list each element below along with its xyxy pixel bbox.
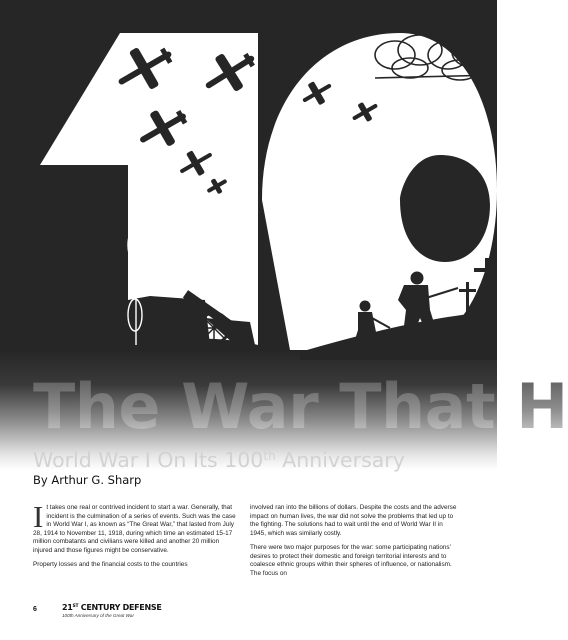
paragraph: There were two major purposes for the war: some participating nations’ desires to protect their domestic and foreign territorial interests and to coalesce ethnic groups within their spheres of influence, or nationalism. The focus on bbox=[250, 544, 452, 577]
text-column-right bbox=[250, 504, 460, 584]
paragraph: involved ran into the billions of dollars. Despite the costs and the adverse impact on human lives, the war did not solve the problems that led up to the fighting. The solutions had to wait until the end of World War II in 1945, which was similarly costly. bbox=[250, 504, 457, 537]
subtitle-superscript: th bbox=[263, 449, 276, 463]
article-title: The War That H bbox=[33, 370, 568, 443]
article-subtitle bbox=[33, 444, 405, 472]
subtitle-main: World War I On Its 100 bbox=[33, 448, 264, 472]
paragraph: It takes one real or contrived incident to start a war. Generally, that incident is the culmination of a series of events. Such was the case in World War I, as known as “The Great War,” that lasted from July 28, 1914 to November 11, 1918, during which time an estimated 15-17 million combatants and civilians were killed and another 20 million injured and those figures might be conservative. bbox=[33, 499, 236, 554]
page-number: 6 bbox=[33, 606, 37, 613]
magazine-logo: 21ST CENTURY DEFENSE bbox=[62, 603, 162, 612]
article-byline: By Arthur G. Sharp bbox=[33, 473, 142, 487]
subtitle-end: Anniversary bbox=[275, 448, 405, 472]
paragraph: Property losses and the financial costs to the countries bbox=[33, 561, 188, 568]
magazine-tagline: 100th Anniversary of the Great War bbox=[62, 613, 135, 618]
text-column-left bbox=[33, 499, 239, 576]
drop-cap: I bbox=[33, 499, 44, 534]
